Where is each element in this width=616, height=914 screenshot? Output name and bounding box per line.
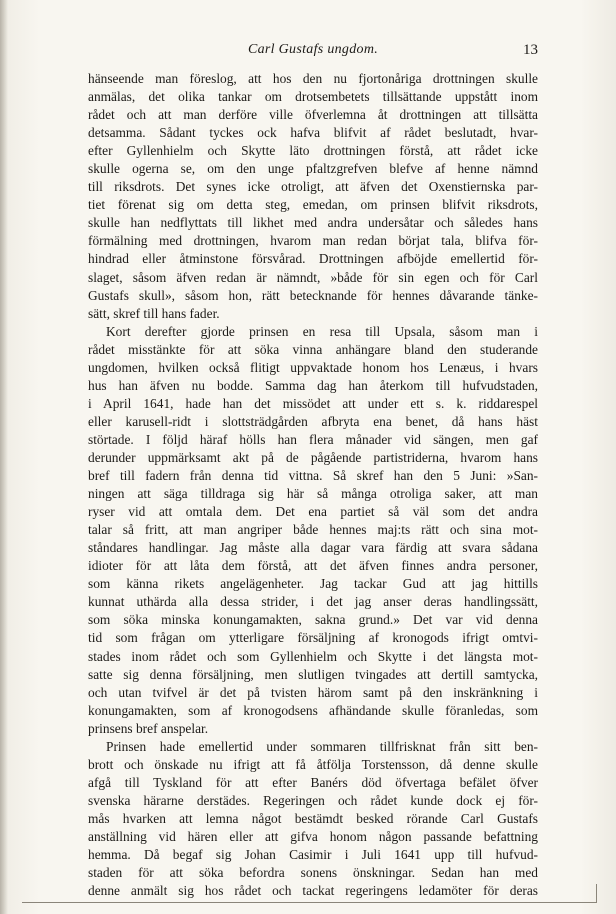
page-bottom-rule — [22, 902, 597, 903]
text-line: störtade. I följd häraf hölls han flera månader vid sängen, men gaf — [88, 431, 538, 447]
text-line: skulle han nedflyttats till likhet med andra undersåtar och således hans — [88, 215, 538, 231]
page-number: 13 — [523, 42, 538, 58]
running-title: Carl Gustafs ungdom. — [247, 42, 379, 57]
text-line: efter Gyllenhielm och Skytte läto drottningen förstå, att rådet icke — [88, 143, 538, 159]
text-line: Prinsen hade emellertid under sommaren tillfrisknat från sitt ben- — [106, 738, 538, 754]
text-line: förmälning med drottningen, hvarom man redan börjat tala, blifva för- — [88, 233, 538, 249]
text-line: denne anmält sig hos rådet och tackat regeringens ledamöter för deras — [88, 883, 538, 899]
text-line: idioter för att låta dem förstå, att det äfven finnes andra personer, — [88, 558, 538, 574]
text-line: bref till fadern från denna tid vittna. Så skref han den 5 Juni: »San- — [88, 468, 538, 484]
text-line: satte sig denna försäljning, men slutligen tvingades att dertill samtycka, — [88, 666, 538, 682]
body-text — [88, 70, 538, 900]
text-line: hindrad eller åtminstone försvårad. Drottningen afböjde emellertid för- — [88, 251, 538, 267]
text-line: ungdomen, hvilken också flitigt uppvaktade honom hos Lenæus, i hvars — [88, 359, 538, 375]
text-line: sätt, skref till hans fader. — [88, 305, 220, 321]
text-line: mås hvarken att lemna något bestämdt besked rörande Carl Gustafs — [88, 810, 538, 826]
text-line: brott och önskade nu ifrigt att få åtfölja Torstensson, då denne skulle — [88, 756, 538, 772]
text-line: och utan tvifvel är det på tvisten härom samt på den inskränkning i — [88, 684, 538, 700]
text-line: eller karusell-ridt i slottsträdgården afbryta ena benet, då hans häst — [88, 413, 538, 429]
text-line: till riksdrots. Det synes icke otroligt, att äfven det Oxenstiernska par- — [88, 179, 538, 195]
text-line: ningen att säga tilldraga sig här så många otroliga saker, att man — [88, 486, 538, 502]
text-line: i April 1641, hade han det missödet att under ett s. k. riddarespel — [88, 395, 538, 411]
text-line: tiet förenat sig om detta steg, emedan, om prinsen blifvit riksdrots, — [88, 197, 538, 213]
text-line: som söka minska konungamakten, sakna grund.» Det var vid denna — [88, 612, 538, 628]
text-line: detsamma. Sådant tyckes ock hafva blifvit af rådet beslutadt, hvar- — [88, 125, 538, 141]
page-corner-tick — [596, 884, 597, 902]
binding-shadow — [0, 0, 8, 914]
text-line: stades inom rådet och som Gyllenhielm och Skytte i det längsta mot- — [88, 648, 538, 664]
text-line: ståndares handlingar. Jag måste alla dagar vara färdig att svara sådana — [88, 540, 538, 556]
page-header — [88, 42, 538, 62]
text-line: svenska härarne derstädes. Regeringen och rådet kunde dock ej för- — [88, 792, 538, 808]
text-line: hemma. Då begaf sig Johan Casimir i Juli 1641 upp till hufvud- — [88, 847, 538, 863]
text-line: anmälas, det olika tankar om drotsembetets tillsättande uppstått inom — [88, 89, 538, 105]
text-line: rådet och att man derföre ville öfverlemna åt drottningen att tillsätta — [88, 107, 538, 123]
text-line: ryser vid att omtala dem. Det ena partiet så väl som det andra — [88, 504, 538, 520]
text-line: afgå till Tyskland för att efter Banérs död öfvertaga befälet öfver — [88, 774, 538, 790]
text-line: hänseende man föreslog, att hos den nu fjortonåriga drottningen skulle — [88, 71, 538, 86]
text-line: konungamakten, som af kronogodsens afhändande skulle föranledas, som — [88, 702, 538, 718]
text-line: prinsens bref anspelar. — [88, 720, 209, 736]
text-line: slaget, såsom äfven redan är nämndt, »både för sin egen och för Carl — [88, 269, 538, 285]
text-line: kunnat uthärda alla dessa strider, i det jag anser deras handlingssätt, — [88, 594, 538, 610]
text-line: rådet misstänkte för att söka vinna anhängare bland den studerande — [88, 341, 538, 357]
text-line: som känna rikets angelägenheter. Jag tackar Gud att jag hittills — [88, 576, 538, 592]
text-line: Gustafs skull», såsom hon, rätt betecknande för hennes dåvarande tänke- — [88, 287, 538, 303]
text-line: tid som frågan om ytterligare försäljning af kronogods ifrigt omtvi- — [88, 630, 538, 646]
text-line: staden för att söka befordra sonens önskningar. Sedan han med — [88, 865, 538, 881]
text-line: anställning vid hären eller att gifva honom någon passande befattning — [88, 828, 538, 844]
text-line: Kort derefter gjorde prinsen en resa till Upsala, såsom man i — [106, 323, 538, 339]
text-line: skulle ogerna se, om den unge pfaltzgrefven blefve af henne nämnd — [88, 161, 538, 177]
text-line: hus han äfven nu bodde. Samma dag han återkom till hufvudstaden, — [88, 377, 538, 393]
text-line: talar så fritt, att man angriper både hennes maj:ts rätt och sina mot- — [88, 522, 538, 538]
text-line: derunder uppmärksamt akt på de pågående partistriderna, hvarom hans — [88, 449, 538, 465]
